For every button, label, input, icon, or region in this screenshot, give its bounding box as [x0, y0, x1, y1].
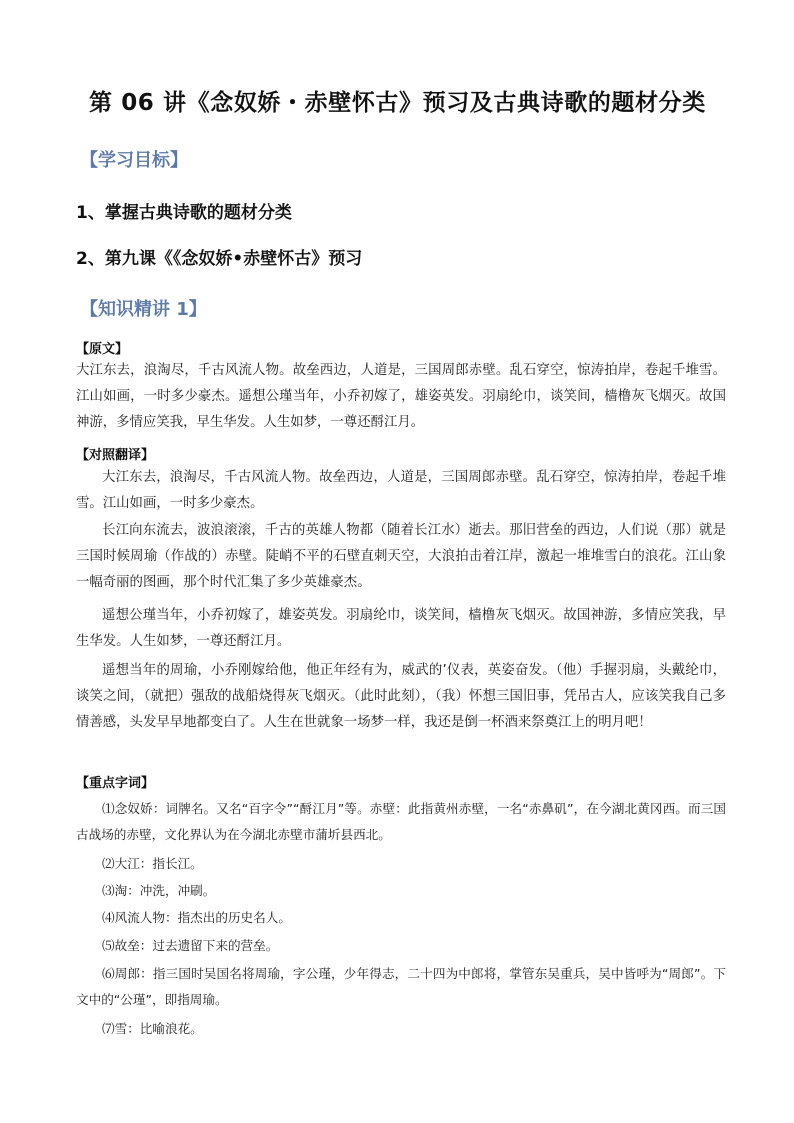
page-title: 第 06 讲《念奴娇・赤壁怀古》预习及古典诗歌的题材分类: [89, 90, 706, 116]
translation-paragraph-2: 长江向东流去，波浪滚滚，千古的英雄人物都（随着长江水）逝去。那旧营垒的西边，人们说（那）就是三国时候周瑜（作战的）赤壁。陡峭不平的石壁直刺天空，大浪拍击着江岸，激起一堆堆雪白的浪花。江山象一幅奇丽的图画，那个时代汇集了多少英雄豪杰。: [76, 523, 726, 591]
keyword-note-2: ⑵大江：指长江。: [102, 856, 203, 871]
translation-paragraph-3: 遥想公瑾当年，小乔初嫁了，雄姿英发。羽扇纶巾，谈笑间，樯橹灰飞烟灭。故国神游，多情应笑我，早生华发。人生如梦，一尊还酹江月。: [76, 608, 726, 650]
keyword-note-6: ⑹周郎：指三国时吴国名将周瑜，字公瑾，少年得志，二十四为中郎将，掌管东吴重兵，吴中皆呼为“周郎”。下文中的“公瑾”，即指周瑜。: [76, 966, 726, 1008]
objectives-heading: 【学习目标】: [80, 150, 188, 171]
knowledge-heading: 【知识精讲 1】: [80, 299, 207, 320]
keyword-note-1: ⑴念奴娇：词牌名。又名“百字令”“酹江月”等。赤壁：此指黄州赤壁，一名“赤鼻矶”，在今湖北黄冈西。而三国古战场的赤壁，文化界认为在今湖北赤壁市蒲圻县西北。: [76, 801, 726, 843]
objective-item-1: 1、掌握古典诗歌的题材分类: [76, 203, 292, 223]
keywords-label: 【重点字词】: [76, 776, 155, 791]
original-label: 【原文】: [76, 342, 129, 357]
original-text: 大江东去，浪淘尽，千古风流人物。故垒西边，人道是，三国周郎赤壁。乱石穿空，惊涛拍岸，卷起千堆雪。江山如画，一时多少豪杰。遥想公瑾当年，小乔初嫁了，雄姿英发。羽扇纶巾，谈笑间，樯橹灰飞烟灭。故国神游，多情应笑我，早生华发。人生如梦，一尊还酹江月。: [76, 363, 726, 431]
translation-label: 【对照翻译】: [76, 448, 155, 463]
keyword-note-4: ⑷风流人物：指杰出的历史名人。: [102, 910, 291, 925]
keyword-note-3: ⑶淘：冲洗，冲刷。: [102, 883, 216, 898]
keyword-note-5: ⑸故垒：过去遗留下来的营垒。: [102, 938, 279, 953]
objective-item-2: 2、第九课《《念奴娇•赤壁怀古》预习: [76, 249, 363, 269]
translation-paragraph-4: 遥想当年的周瑜，小乔刚嫁给他，他正年经有为，威武的’仪表，英姿奋发。（他）手握羽扇，头戴纶巾，谈笑之间，（就把）强敌的战船烧得灰飞烟灭。（此时此刻），（我）怀想三国旧事，凭吊古人，应该笑我自己多情善感，头发早早地都变白了。人生在世就象一场梦一样，我还是倒一杯酒来祭奠江上的明月吧！: [76, 663, 726, 731]
translation-paragraph-1: 大江东去，浪淘尽，千古风流人物。故垒西边，人道是，三国周郎赤壁。乱石穿空，惊涛拍岸，卷起千堆雪。江山如画，一时多少豪杰。: [76, 470, 726, 512]
keyword-note-7: ⑺雪：比喻浪花。: [102, 1021, 203, 1036]
